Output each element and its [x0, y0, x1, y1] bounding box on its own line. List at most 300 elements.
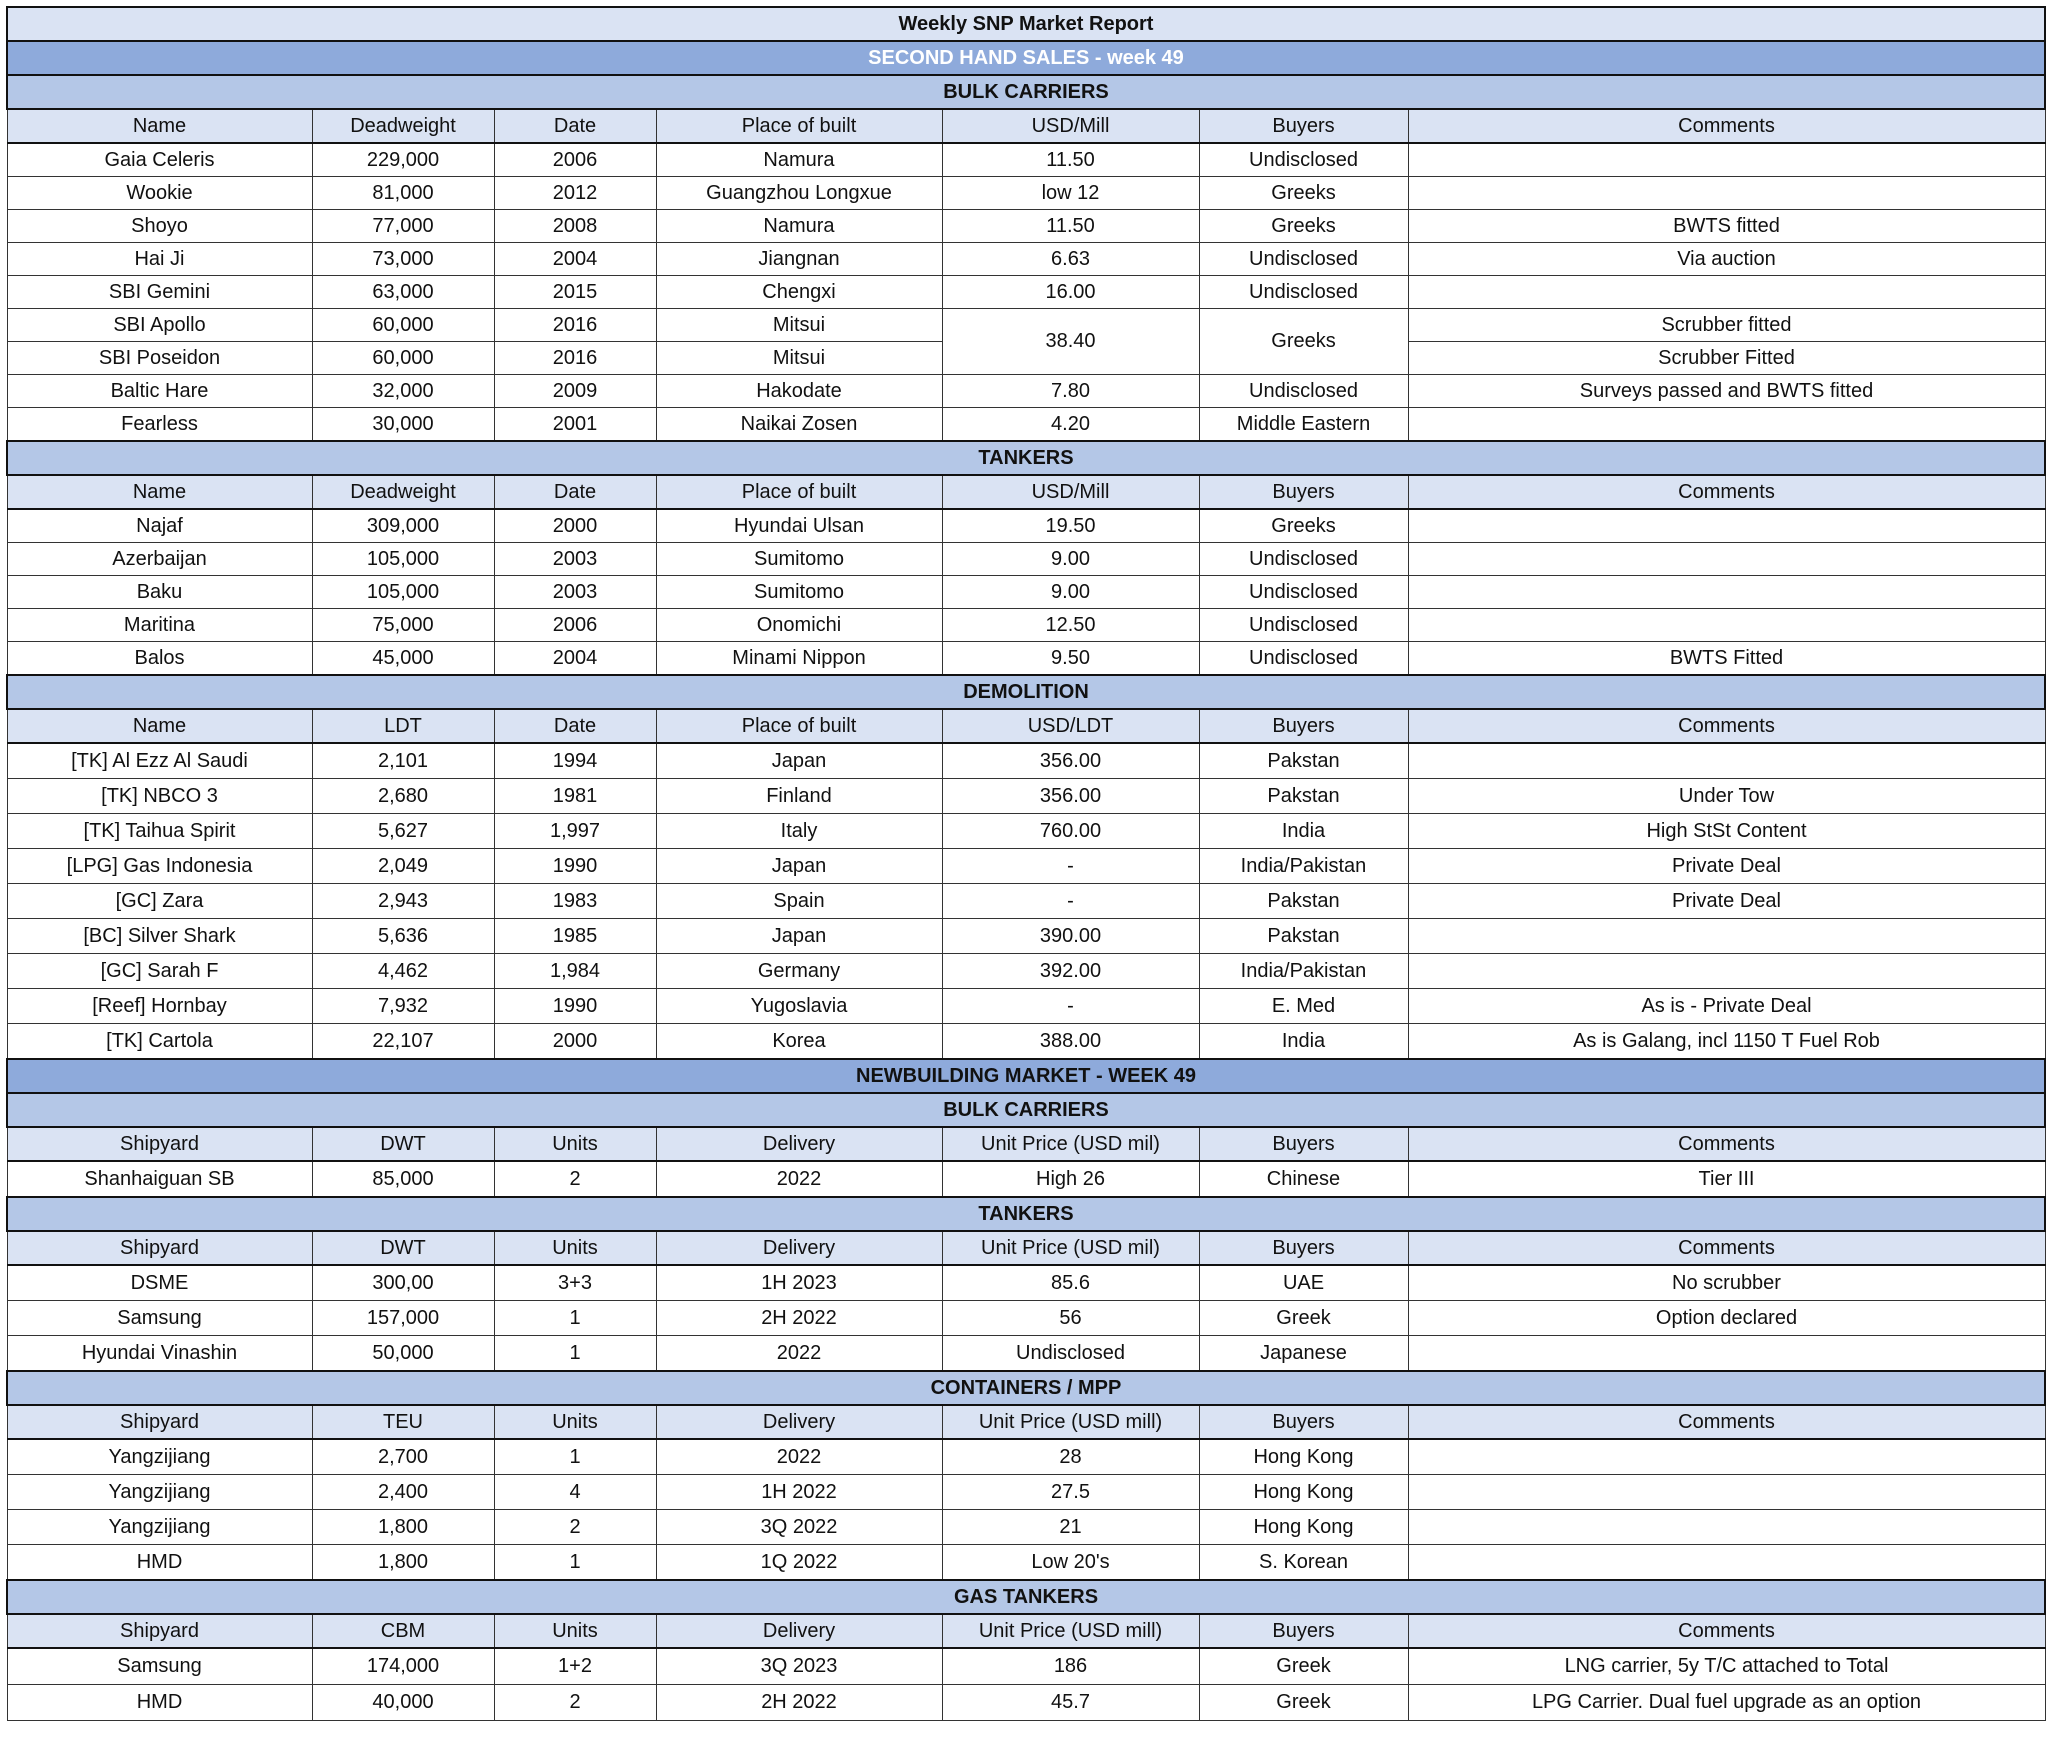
cell-date: 2006 [494, 609, 656, 642]
cell-comments [1408, 143, 2045, 177]
column-header-delivery: Delivery [656, 1231, 942, 1265]
table-row [7, 509, 2045, 543]
cell-place-of-built: Hakodate [656, 375, 942, 408]
cell-buyers: Undisclosed [1199, 642, 1408, 676]
cell-comments: As is Galang, incl 1150 T Fuel Rob [1408, 1024, 2045, 1060]
table-row [7, 779, 2045, 814]
cell-ldt: 7,932 [312, 989, 494, 1024]
cell-unit-price-usd-mill: 45.7 [942, 1685, 1199, 1721]
cell-units: 2 [494, 1685, 656, 1721]
table-row [7, 609, 2045, 642]
cell-buyers: Pakstan [1199, 919, 1408, 954]
cell-shipyard: Yangzijiang [7, 1510, 312, 1545]
column-header-shipyard: Shipyard [7, 1614, 312, 1648]
cell-deadweight: 229,000 [312, 143, 494, 177]
table-row [7, 143, 2045, 177]
cell-comments: Scrubber Fitted [1408, 342, 2045, 375]
cell-name: Wookie [7, 177, 312, 210]
column-header-usd-mill: USD/Mill [942, 475, 1199, 509]
cell-buyers: Hong Kong [1199, 1439, 1408, 1475]
cell-deadweight: 45,000 [312, 642, 494, 676]
cell-name: SBI Poseidon [7, 342, 312, 375]
table-row [7, 543, 2045, 576]
cell-date: 1,984 [494, 954, 656, 989]
cell-buyers: Greeks [1199, 309, 1408, 375]
group-header-tankers [7, 441, 2045, 475]
table-row [7, 1265, 2045, 1301]
cell-usd-ldt: 356.00 [942, 779, 1199, 814]
cell-comments: Scrubber fitted [1408, 309, 2045, 342]
cell-name: [LPG] Gas Indonesia [7, 849, 312, 884]
cell-comments [1408, 609, 2045, 642]
cell-comments [1408, 408, 2045, 442]
cell-name: [Reef] Hornbay [7, 989, 312, 1024]
cell-comments: LNG carrier, 5y T/C attached to Total [1408, 1648, 2045, 1685]
section-title: NEWBUILDING MARKET - WEEK 49 [7, 1059, 2045, 1093]
table-row [7, 309, 2045, 342]
cell-deadweight: 73,000 [312, 243, 494, 276]
cell-place-of-built: Minami Nippon [656, 642, 942, 676]
table-row [7, 1475, 2045, 1510]
cell-usd-ldt: 356.00 [942, 743, 1199, 779]
column-header-ldt: LDT [312, 709, 494, 743]
cell-place-of-built: Japan [656, 919, 942, 954]
cell-unit-price-usd-mill: 28 [942, 1439, 1199, 1475]
group-title: CONTAINERS / MPP [7, 1371, 2045, 1405]
report-title: Weekly SNP Market Report [7, 7, 2045, 41]
group-header-bulk-carriers [7, 75, 2045, 109]
column-header-teu: TEU [312, 1405, 494, 1439]
cell-place-of-built: Germany [656, 954, 942, 989]
group-header-gas-tankers [7, 1580, 2045, 1614]
table-row [7, 743, 2045, 779]
cell-place-of-built: Spain [656, 884, 942, 919]
cell-date: 2016 [494, 342, 656, 375]
cell-name: Balos [7, 642, 312, 676]
cell-delivery: 1H 2023 [656, 1265, 942, 1301]
column-header-deadweight: Deadweight [312, 109, 494, 143]
cell-comments [1408, 509, 2045, 543]
cell-comments: Private Deal [1408, 884, 2045, 919]
column-header-comments: Comments [1408, 475, 2045, 509]
cell-comments [1408, 576, 2045, 609]
cell-units: 4 [494, 1475, 656, 1510]
cell-buyers: Hong Kong [1199, 1475, 1408, 1510]
cell-usd-mill: 7.80 [942, 375, 1199, 408]
cell-comments [1408, 1510, 2045, 1545]
cell-place-of-built: Namura [656, 210, 942, 243]
cell-comments: Surveys passed and BWTS fitted [1408, 375, 2045, 408]
cell-place-of-built: Naikai Zosen [656, 408, 942, 442]
column-header-place-of-built: Place of built [656, 709, 942, 743]
cell-buyers: Pakstan [1199, 884, 1408, 919]
cell-comments: High StSt Content [1408, 814, 2045, 849]
cell-comments [1408, 276, 2045, 309]
cell-date: 1981 [494, 779, 656, 814]
cell-unit-price-usd-mill: 21 [942, 1510, 1199, 1545]
cell-usd-ldt: 760.00 [942, 814, 1199, 849]
cell-deadweight: 309,000 [312, 509, 494, 543]
cell-place-of-built: Namura [656, 143, 942, 177]
cell-name: Fearless [7, 408, 312, 442]
cell-comments [1408, 543, 2045, 576]
section-header-newbuilding [7, 1059, 2045, 1093]
cell-comments [1408, 743, 2045, 779]
column-header-unit-price-usd-mill: Unit Price (USD mill) [942, 1614, 1199, 1648]
cell-place-of-built: Mitsui [656, 309, 942, 342]
table-row [7, 375, 2045, 408]
cell-ldt: 5,636 [312, 919, 494, 954]
cell-comments: Via auction [1408, 243, 2045, 276]
cell-usd-mill: 11.50 [942, 210, 1199, 243]
table-row [7, 408, 2045, 442]
column-header-delivery: Delivery [656, 1614, 942, 1648]
cell-date: 2000 [494, 1024, 656, 1060]
cell-teu: 2,700 [312, 1439, 494, 1475]
table-row [7, 1336, 2045, 1372]
cell-comments: As is - Private Deal [1408, 989, 2045, 1024]
cell-name: Shoyo [7, 210, 312, 243]
cell-name: [TK] NBCO 3 [7, 779, 312, 814]
cell-ldt: 5,627 [312, 814, 494, 849]
cell-date: 1990 [494, 989, 656, 1024]
cell-name: [TK] Cartola [7, 1024, 312, 1060]
table-row [7, 989, 2045, 1024]
cell-usd-mill: 4.20 [942, 408, 1199, 442]
cell-usd-mill: 12.50 [942, 609, 1199, 642]
cell-dwt: 300,00 [312, 1265, 494, 1301]
cell-deadweight: 30,000 [312, 408, 494, 442]
cell-comments [1408, 919, 2045, 954]
table-row [7, 849, 2045, 884]
cell-comments: Under Tow [1408, 779, 2045, 814]
cell-comments: LPG Carrier. Dual fuel upgrade as an option [1408, 1685, 2045, 1721]
cell-name: Baku [7, 576, 312, 609]
cell-units: 1 [494, 1545, 656, 1581]
cell-ldt: 2,680 [312, 779, 494, 814]
cell-place-of-built: Finland [656, 779, 942, 814]
group-header-demolition [7, 675, 2045, 709]
column-header-name: Name [7, 709, 312, 743]
cell-shipyard: Yangzijiang [7, 1439, 312, 1475]
cell-name: Hai Ji [7, 243, 312, 276]
column-header-row [7, 109, 2045, 143]
cell-unit-price-usd-mil: 85.6 [942, 1265, 1199, 1301]
cell-deadweight: 63,000 [312, 276, 494, 309]
cell-place-of-built: Mitsui [656, 342, 942, 375]
cell-place-of-built: Japan [656, 849, 942, 884]
cell-date: 1985 [494, 919, 656, 954]
column-header-row [7, 1614, 2045, 1648]
column-header-place-of-built: Place of built [656, 475, 942, 509]
cell-name: Baltic Hare [7, 375, 312, 408]
cell-place-of-built: Yugoslavia [656, 989, 942, 1024]
cell-buyers: Greeks [1199, 177, 1408, 210]
column-header-row [7, 1405, 2045, 1439]
cell-date: 2016 [494, 309, 656, 342]
cell-place-of-built: Sumitomo [656, 543, 942, 576]
cell-buyers: Greek [1199, 1685, 1408, 1721]
cell-usd-mill: 9.50 [942, 642, 1199, 676]
cell-date: 2003 [494, 543, 656, 576]
table-row [7, 1024, 2045, 1060]
cell-ldt: 22,107 [312, 1024, 494, 1060]
column-header-comments: Comments [1408, 1127, 2045, 1161]
cell-date: 1,997 [494, 814, 656, 849]
table-row [7, 1510, 2045, 1545]
column-header-date: Date [494, 709, 656, 743]
column-header-comments: Comments [1408, 1231, 2045, 1265]
cell-usd-ldt: 392.00 [942, 954, 1199, 989]
column-header-buyers: Buyers [1199, 109, 1408, 143]
cell-name: Najaf [7, 509, 312, 543]
table-row [7, 1648, 2045, 1685]
column-header-row [7, 1127, 2045, 1161]
cell-deadweight: 105,000 [312, 576, 494, 609]
cell-comments [1408, 177, 2045, 210]
cell-deadweight: 105,000 [312, 543, 494, 576]
column-header-deadweight: Deadweight [312, 475, 494, 509]
cell-date: 2004 [494, 243, 656, 276]
cell-shipyard: Samsung [7, 1301, 312, 1336]
cell-delivery: 3Q 2022 [656, 1510, 942, 1545]
cell-date: 2004 [494, 642, 656, 676]
cell-buyers: India/Pakistan [1199, 954, 1408, 989]
column-header-unit-price-usd-mill: Unit Price (USD mill) [942, 1405, 1199, 1439]
cell-delivery: 1Q 2022 [656, 1545, 942, 1581]
cell-name: [GC] Sarah F [7, 954, 312, 989]
cell-buyers: Undisclosed [1199, 276, 1408, 309]
column-header-dwt: DWT [312, 1231, 494, 1265]
cell-usd-ldt: - [942, 849, 1199, 884]
table-row [7, 177, 2045, 210]
column-header-buyers: Buyers [1199, 709, 1408, 743]
table-row [7, 642, 2045, 676]
cell-buyers: Greeks [1199, 509, 1408, 543]
column-header-comments: Comments [1408, 1614, 2045, 1648]
cell-date: 2012 [494, 177, 656, 210]
cell-buyers: Pakstan [1199, 743, 1408, 779]
cell-delivery: 2022 [656, 1161, 942, 1197]
cell-dwt: 85,000 [312, 1161, 494, 1197]
cell-ldt: 4,462 [312, 954, 494, 989]
cell-ldt: 2,049 [312, 849, 494, 884]
cell-shipyard: Hyundai Vinashin [7, 1336, 312, 1372]
cell-units: 1 [494, 1336, 656, 1372]
cell-buyers: Undisclosed [1199, 375, 1408, 408]
cell-name: [BC] Silver Shark [7, 919, 312, 954]
cell-date: 1990 [494, 849, 656, 884]
column-header-shipyard: Shipyard [7, 1231, 312, 1265]
cell-date: 2001 [494, 408, 656, 442]
group-header-containers-mpp [7, 1371, 2045, 1405]
section-title: SECOND HAND SALES - week 49 [7, 41, 2045, 75]
cell-place-of-built: Guangzhou Longxue [656, 177, 942, 210]
column-header-comments: Comments [1408, 109, 2045, 143]
cell-dwt: 157,000 [312, 1301, 494, 1336]
group-title: TANKERS [7, 441, 2045, 475]
cell-shipyard: Shanhaiguan SB [7, 1161, 312, 1197]
cell-buyers: Greek [1199, 1648, 1408, 1685]
table-row [7, 1301, 2045, 1336]
column-header-date: Date [494, 475, 656, 509]
column-header-name: Name [7, 475, 312, 509]
cell-shipyard: DSME [7, 1265, 312, 1301]
cell-name: Maritina [7, 609, 312, 642]
cell-place-of-built: Chengxi [656, 276, 942, 309]
table-row [7, 1439, 2045, 1475]
column-header-shipyard: Shipyard [7, 1127, 312, 1161]
table-row [7, 210, 2045, 243]
column-header-name: Name [7, 109, 312, 143]
cell-place-of-built: Onomichi [656, 609, 942, 642]
cell-buyers: Japanese [1199, 1336, 1408, 1372]
cell-usd-mill: 11.50 [942, 143, 1199, 177]
table-row [7, 576, 2045, 609]
cell-comments: Private Deal [1408, 849, 2045, 884]
cell-delivery: 2022 [656, 1336, 942, 1372]
cell-comments: BWTS fitted [1408, 210, 2045, 243]
column-header-buyers: Buyers [1199, 1405, 1408, 1439]
column-header-date: Date [494, 109, 656, 143]
cell-place-of-built: Sumitomo [656, 576, 942, 609]
cell-usd-mill: 16.00 [942, 276, 1199, 309]
report-title-row [7, 7, 2045, 41]
cell-name: Gaia Celeris [7, 143, 312, 177]
cell-unit-price-usd-mill: 186 [942, 1648, 1199, 1685]
cell-deadweight: 75,000 [312, 609, 494, 642]
cell-units: 3+3 [494, 1265, 656, 1301]
table-row [7, 884, 2045, 919]
column-header-usd-mill: USD/Mill [942, 109, 1199, 143]
column-header-row [7, 709, 2045, 743]
column-header-units: Units [494, 1614, 656, 1648]
column-header-buyers: Buyers [1199, 475, 1408, 509]
cell-buyers: Greek [1199, 1301, 1408, 1336]
group-title: GAS TANKERS [7, 1580, 2045, 1614]
cell-date: 2003 [494, 576, 656, 609]
cell-buyers: Undisclosed [1199, 543, 1408, 576]
cell-usd-ldt: - [942, 989, 1199, 1024]
cell-date: 2000 [494, 509, 656, 543]
column-header-units: Units [494, 1231, 656, 1265]
cell-teu: 1,800 [312, 1545, 494, 1581]
section-header-secondhand [7, 41, 2045, 75]
cell-usd-ldt: 390.00 [942, 919, 1199, 954]
cell-units: 2 [494, 1161, 656, 1197]
cell-place-of-built: Italy [656, 814, 942, 849]
group-title: DEMOLITION [7, 675, 2045, 709]
cell-units: 1+2 [494, 1648, 656, 1685]
cell-usd-mill: 9.00 [942, 576, 1199, 609]
column-header-units: Units [494, 1405, 656, 1439]
column-header-shipyard: Shipyard [7, 1405, 312, 1439]
cell-deadweight: 32,000 [312, 375, 494, 408]
cell-buyers: Chinese [1199, 1161, 1408, 1197]
cell-buyers: India [1199, 814, 1408, 849]
cell-name: [GC] Zara [7, 884, 312, 919]
cell-usd-ldt: 388.00 [942, 1024, 1199, 1060]
table-row [7, 276, 2045, 309]
cell-buyers: India [1199, 1024, 1408, 1060]
cell-buyers: Undisclosed [1199, 576, 1408, 609]
table-row [7, 814, 2045, 849]
cell-comments [1408, 1336, 2045, 1372]
cell-place-of-built: Japan [656, 743, 942, 779]
cell-date: 2009 [494, 375, 656, 408]
cell-date: 1983 [494, 884, 656, 919]
group-header-tankers [7, 1197, 2045, 1231]
column-header-row [7, 475, 2045, 509]
cell-comments [1408, 954, 2045, 989]
cell-deadweight: 77,000 [312, 210, 494, 243]
cell-buyers: Undisclosed [1199, 143, 1408, 177]
cell-place-of-built: Hyundai Ulsan [656, 509, 942, 543]
cell-usd-mill: 38.40 [942, 309, 1199, 375]
cell-units: 2 [494, 1510, 656, 1545]
cell-date: 2006 [494, 143, 656, 177]
cell-dwt: 50,000 [312, 1336, 494, 1372]
group-title: BULK CARRIERS [7, 75, 2045, 109]
cell-place-of-built: Korea [656, 1024, 942, 1060]
cell-ldt: 2,101 [312, 743, 494, 779]
column-header-unit-price-usd-mil: Unit Price (USD mil) [942, 1231, 1199, 1265]
column-header-dwt: DWT [312, 1127, 494, 1161]
cell-unit-price-usd-mill: 27.5 [942, 1475, 1199, 1510]
cell-cbm: 40,000 [312, 1685, 494, 1721]
cell-deadweight: 81,000 [312, 177, 494, 210]
column-header-unit-price-usd-mil: Unit Price (USD mil) [942, 1127, 1199, 1161]
cell-date: 2015 [494, 276, 656, 309]
column-header-row [7, 1231, 2045, 1265]
cell-name: SBI Gemini [7, 276, 312, 309]
cell-buyers: S. Korean [1199, 1545, 1408, 1581]
market-report-table [6, 6, 2046, 1721]
group-title: BULK CARRIERS [7, 1093, 2045, 1127]
cell-name: SBI Apollo [7, 309, 312, 342]
cell-buyers: Middle Eastern [1199, 408, 1408, 442]
cell-deadweight: 60,000 [312, 309, 494, 342]
cell-delivery: 2022 [656, 1439, 942, 1475]
cell-buyers: India/Pakistan [1199, 849, 1408, 884]
table-row [7, 1685, 2045, 1721]
cell-date: 2008 [494, 210, 656, 243]
column-header-buyers: Buyers [1199, 1127, 1408, 1161]
table-row [7, 954, 2045, 989]
cell-date: 1994 [494, 743, 656, 779]
cell-comments [1408, 1545, 2045, 1581]
group-header-bulk-carriers [7, 1093, 2045, 1127]
cell-name: Azerbaijan [7, 543, 312, 576]
cell-teu: 2,400 [312, 1475, 494, 1510]
cell-delivery: 2H 2022 [656, 1685, 942, 1721]
cell-buyers: Greeks [1199, 210, 1408, 243]
group-title: TANKERS [7, 1197, 2045, 1231]
table-row [7, 1545, 2045, 1581]
column-header-comments: Comments [1408, 1405, 2045, 1439]
cell-usd-mill: 6.63 [942, 243, 1199, 276]
table-row [7, 1161, 2045, 1197]
cell-buyers: E. Med [1199, 989, 1408, 1024]
cell-units: 1 [494, 1301, 656, 1336]
table-row [7, 243, 2045, 276]
cell-unit-price-usd-mil: Undisclosed [942, 1336, 1199, 1372]
cell-buyers: UAE [1199, 1265, 1408, 1301]
cell-comments [1408, 1439, 2045, 1475]
cell-delivery: 2H 2022 [656, 1301, 942, 1336]
column-header-usd-ldt: USD/LDT [942, 709, 1199, 743]
column-header-place-of-built: Place of built [656, 109, 942, 143]
